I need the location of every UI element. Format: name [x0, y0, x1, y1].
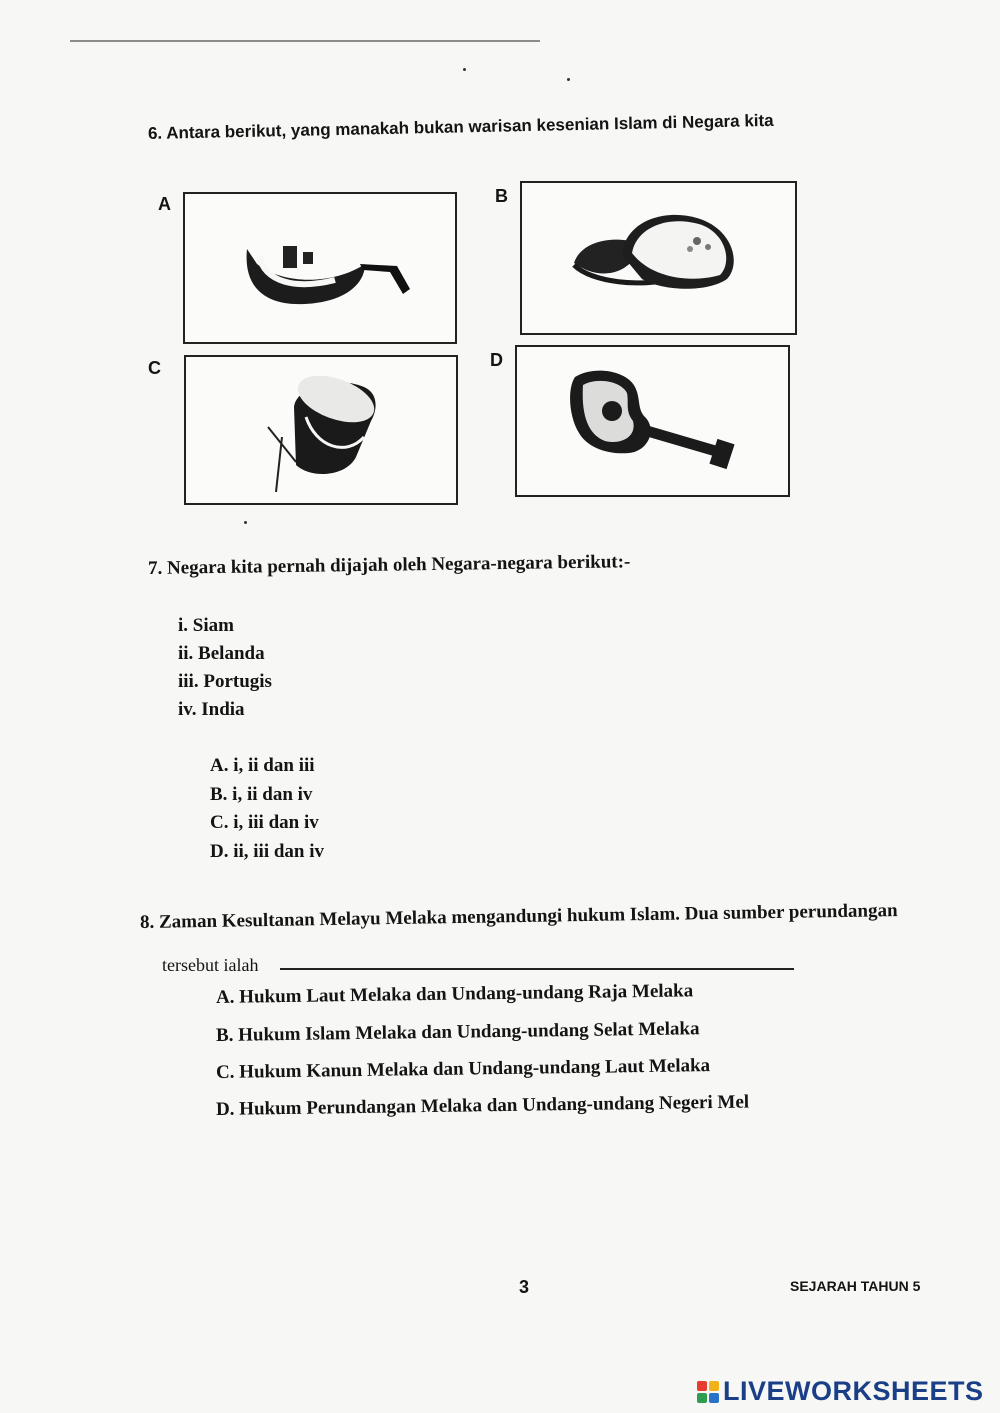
question-7-items [178, 612, 272, 724]
question-7-options [210, 752, 324, 866]
option-d-label: D [490, 350, 503, 370]
option-a[interactable]: A. i, ii dan iii [210, 755, 315, 776]
subject-footer: SEJARAH TAHUN 5 [790, 1278, 921, 1294]
option-b[interactable]: B. i, ii dan iv [210, 783, 313, 805]
page-number: 3 [519, 1277, 530, 1297]
option-a-image-box[interactable] [183, 192, 457, 344]
logo-square-yellow [709, 1381, 719, 1391]
top-scan-line [70, 40, 540, 42]
list-item: iv. India [178, 699, 245, 720]
list-item: ii. Belanda [178, 643, 265, 664]
scan-speck [463, 68, 466, 71]
question-7-text: 7. Negara kita pernah dijajah oleh Negara-negara berikut:- [147, 551, 631, 579]
option-c[interactable]: C. i, iii dan iv [210, 812, 319, 833]
scan-speck [244, 521, 247, 524]
question-8-text: 8. Zaman Kesultanan Melayu Melaka mengandungi hukum Islam. Dua sumber perundangan [139, 900, 898, 933]
list-item: iii. Portugis [178, 671, 272, 692]
liveworksheets-brand[interactable] [697, 1376, 984, 1407]
option-c-label: C [148, 358, 161, 378]
option-b-image-box[interactable] [520, 181, 797, 335]
scan-speck [567, 78, 570, 81]
option-b[interactable]: B. Hukum Islam Melaka dan Undang-undang Selat Melaka [215, 1018, 700, 1046]
question-6-text: 6. Antara berikut, yang manakah bukan warisan kesenian Islam di Negara kita [147, 110, 774, 143]
option-d[interactable]: D. ii, iii dan iv [210, 840, 325, 862]
option-a-label: A [158, 194, 171, 214]
option-b-label: B [495, 186, 508, 206]
liveworksheets-logo-icon [697, 1381, 719, 1403]
option-a[interactable]: A. Hukum Laut Melaka dan Undang-undang Raja Melaka [215, 980, 694, 1008]
question-8-text-continued: tersebut ialah [162, 955, 259, 975]
option-d-image-box[interactable] [515, 345, 790, 497]
guitar-icon [517, 347, 788, 495]
logo-square-blue [709, 1393, 719, 1403]
option-d[interactable]: D. Hukum Perundangan Melaka dan Undang-undang Negeri Mel [215, 1091, 750, 1120]
option-c[interactable]: C. Hukum Kanun Melaka dan Undang-undang Laut Melaka [215, 1055, 711, 1083]
gambus-instrument-icon [185, 194, 455, 342]
brand-name: LIVEWORKSHEETS [723, 1376, 984, 1406]
list-item: i. Siam [178, 615, 234, 636]
logo-square-red [697, 1381, 707, 1391]
rebana-drums-icon [522, 183, 795, 333]
logo-square-green [697, 1393, 707, 1403]
drum-icon [186, 357, 456, 503]
answer-blank-line [280, 968, 794, 970]
option-c-image-box[interactable] [184, 355, 458, 505]
